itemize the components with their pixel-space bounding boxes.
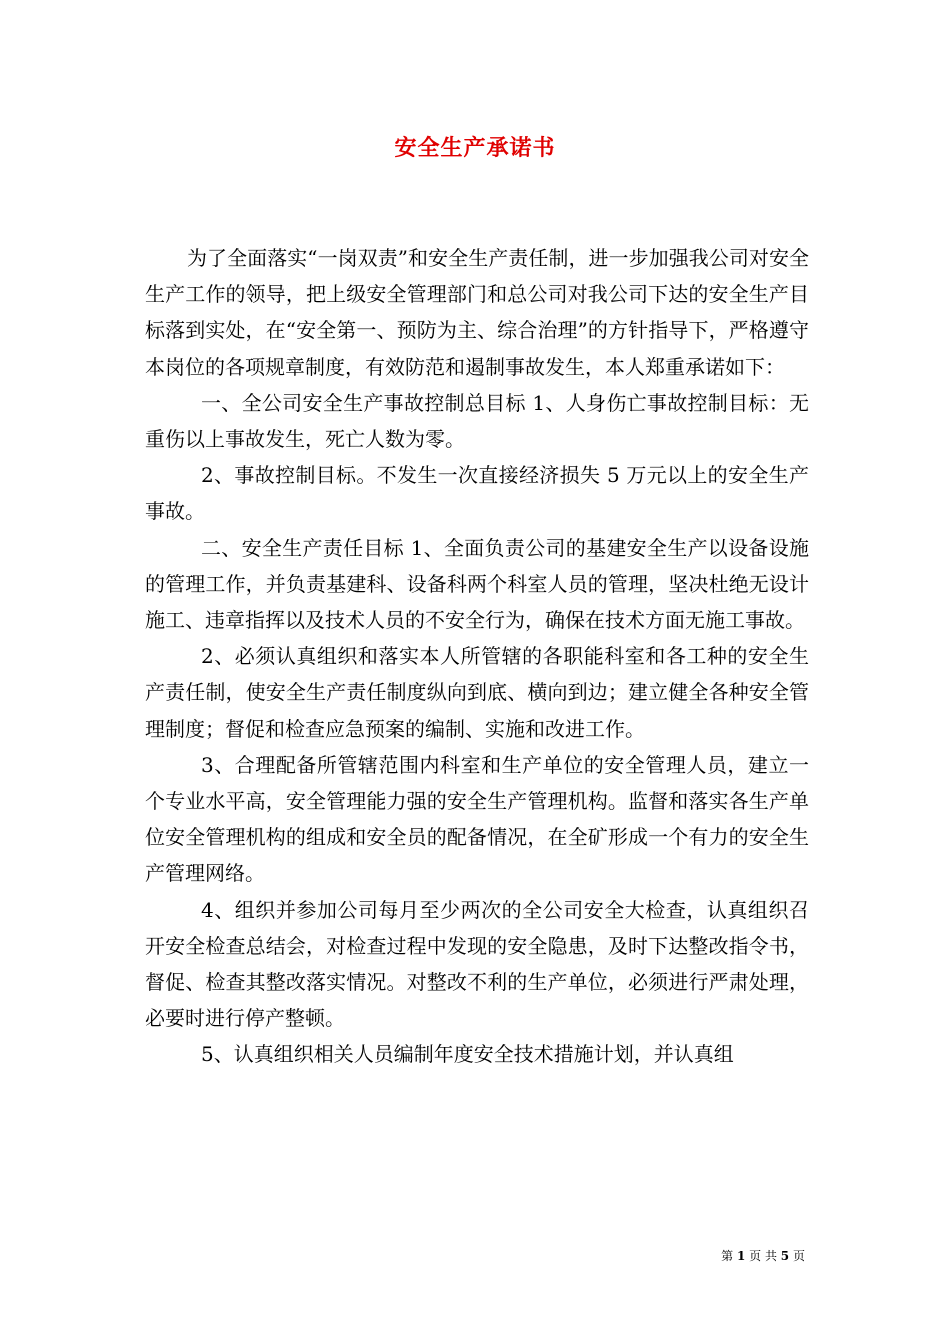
paragraph-item: 二、安全生产责任目标 1、全面负责公司的基建安全生产以设备设施的管理工作，并负责基建科、设备科两个科室人员的管理，坚决杜绝无设计施工、违章指挥以及技术人员的不安全行为，确保在技术方面无施工事故。 <box>145 535 809 633</box>
paragraph-item: 4、组织并参加公司每月至少两次的全公司安全大检查，认真组织召开安全检查总结会，对检查过程中发现的安全隐患，及时下达整改指令书，督促、检查其整改落实情况。对整改不利的生产单位，必须进行严肃处理，必要时进行停产整顿。 <box>145 897 809 1031</box>
footer-current-page: 1 <box>736 1249 746 1263</box>
page-title: 安全生产承诺书 <box>394 135 556 161</box>
paragraph-item: 2、必须认真组织和落实本人所管辖的各职能科室和各工种的安全生产责任制，使安全生产责任制度纵向到底、横向到边；建立健全各种安全管理制度；督促和检查应急预案的编制、实施和改进工作。 <box>145 644 809 741</box>
paragraph-item: 一、全公司安全生产事故控制总目标 1、人身伤亡事故控制目标：无重伤以上事故发生，死亡人数为零。 <box>145 390 809 452</box>
footer-total-pages: 5 <box>780 1249 790 1263</box>
footer-prefix: 第 <box>721 1249 734 1263</box>
footer-suffix: 页 <box>792 1249 805 1263</box>
document-body <box>145 240 809 1073</box>
paragraph-intro: 为了全面落实“一岗双责”和安全生产责任制，进一步加强我公司对安全生产工作的领导，把上级安全管理部门和总公司对我公司下达的安全生产目标落到实处，在“安全第一、预防为主、综合治理”的方针指导下，严格遵守本岗位的各项规章制度，有效防范和遏制事故发生，本人郑重承诺如下： <box>145 246 809 379</box>
paragraph-item: 3、合理配备所管辖范围内科室和生产单位的安全管理人员，建立一个专业水平高，安全管理能力强的安全生产管理机构。监督和落实各生产单位安全管理机构的组成和安全员的配备情况，在全矿形成一个有力的安全生产管理网络。 <box>145 752 809 886</box>
paragraph-item: 5、认真组织相关人员编制年度安全技术措施计划，并认真组 <box>201 1042 734 1067</box>
page-footer <box>0 1247 805 1265</box>
footer-middle: 页 共 <box>749 1249 777 1263</box>
paragraph-item: 2、事故控制目标。不发生一次直接经济损失 5 万元以上的安全生产事故。 <box>145 463 809 524</box>
